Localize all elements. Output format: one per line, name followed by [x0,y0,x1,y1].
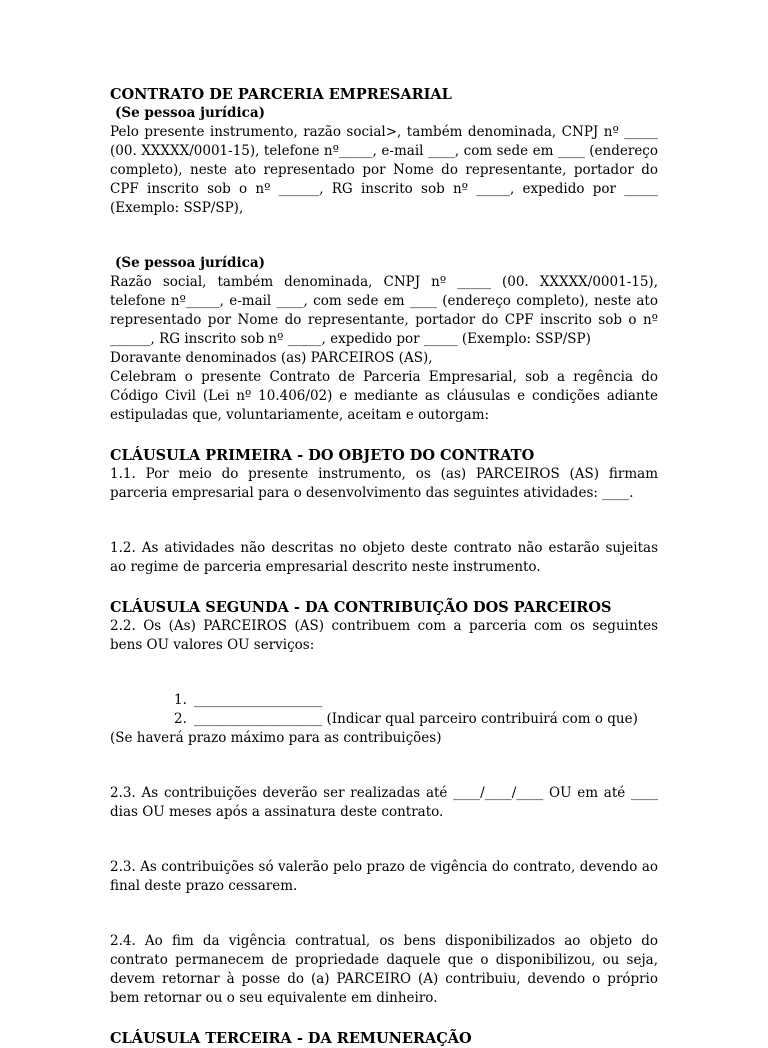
clause3-heading: CLÁUSULA TERCEIRA - DA REMUNERAÇÃO [110,1030,472,1047]
spacer [110,218,658,254]
spacer [110,655,658,691]
spacer [110,822,658,858]
list-item [174,691,658,710]
spacer [110,577,658,598]
party2-label: (Se pessoa jurídica) [115,255,265,271]
clause2-paragraph-4: 2.4. Ao fim da vigência contratual, os bens disponibilizados ao objeto do contrato permanecem de propriedade daquele que o disponibilizou, ou seja, devem retornar à posse do (a) PARCEIRO (A) contribuiu, devendo o próprio bem retornar ou o seu equivalente em dinheiro. [110,933,658,1006]
deadline-note: (Se haverá prazo máximo para as contribuições) [110,730,442,746]
list-item-text: ___________________ [194,692,323,708]
spacer [110,1008,658,1029]
clause2-paragraph-3: 2.3. As contribuições só valerão pelo prazo de vigência do contrato, devendo ao final deste prazo cessarem. [110,859,658,894]
designation-paragraph: Doravante denominados (as) PARCEIROS (AS), [110,350,433,366]
document-title: CONTRATO DE PARCERIA EMPRESARIAL [110,86,452,103]
clause2-heading: CLÁUSULA SEGUNDA - DA CONTRIBUIÇÃO DOS PARCEIROS [110,599,612,616]
contract-body [110,85,658,1048]
clause1-paragraph-2: 1.2. As atividades não descritas no objeto deste contrato não estarão sujeitas ao regime de parceria empresarial descrito neste instrumento. [110,540,658,575]
clause1-paragraph-1: 1.1. Por meio do presente instrumento, os (as) PARCEIROS (AS) firmam parceria empresarial para o desenvolvimento das seguintes atividades: ____. [110,466,658,501]
spacer [110,425,658,446]
party1-label: (Se pessoa jurídica) [115,105,265,121]
clause1-heading: CLÁUSULA PRIMEIRA - DO OBJETO DO CONTRATO [110,447,535,464]
list-item-number: 2. [174,711,187,727]
clause2-paragraph-2: 2.3. As contribuições deverão ser realizadas até ____/____/____ OU em até ____ dias OU meses após a assinatura deste contrato. [110,785,658,820]
list-item-number: 1. [174,692,187,708]
clause2-paragraph-1: 2.2. Os (As) PARCEIROS (AS) contribuem com a parceria com os seguintes bens OU valores OU serviços: [110,618,658,653]
preamble-paragraph: Celebram o presente Contrato de Parceria Empresarial, sob a regência do Código Civil (Lei nº 10.406/02) e mediante as cláusulas e condições adiante estipuladas que, voluntariamente, aceitam e outorgam: [110,369,658,423]
list-item-text: ___________________ (Indicar qual parceiro contribuirá com o que) [194,711,638,727]
spacer [110,748,658,784]
party1-paragraph: Pelo presente instrumento, razão social>, também denominada, CNPJ nº _____ (00. XXXXX/0001-15), telefone nº_____, e-mail ____, com sede em ____ (endereço completo), neste ato representado por Nome do representante, portador do CPF inscrito sob o nº ______, RG inscrito sob nº _____, expedido por _____ (Exemplo: SSP/SP), [110,124,658,216]
contribution-list [110,691,658,729]
party2-paragraph: Razão social, também denominada, CNPJ nº _____ (00. XXXXX/0001-15), telefone nº_____, e-mail ____, com sede em ____ (endereço completo), neste ato representado por Nome do representante, portador do CPF inscrito sob o nº ______, RG inscrito sob nº _____, expedido por _____ (Exemplo: SSP/SP) [110,274,658,347]
list-item [174,710,658,729]
spacer [110,896,658,932]
spacer [110,503,658,539]
